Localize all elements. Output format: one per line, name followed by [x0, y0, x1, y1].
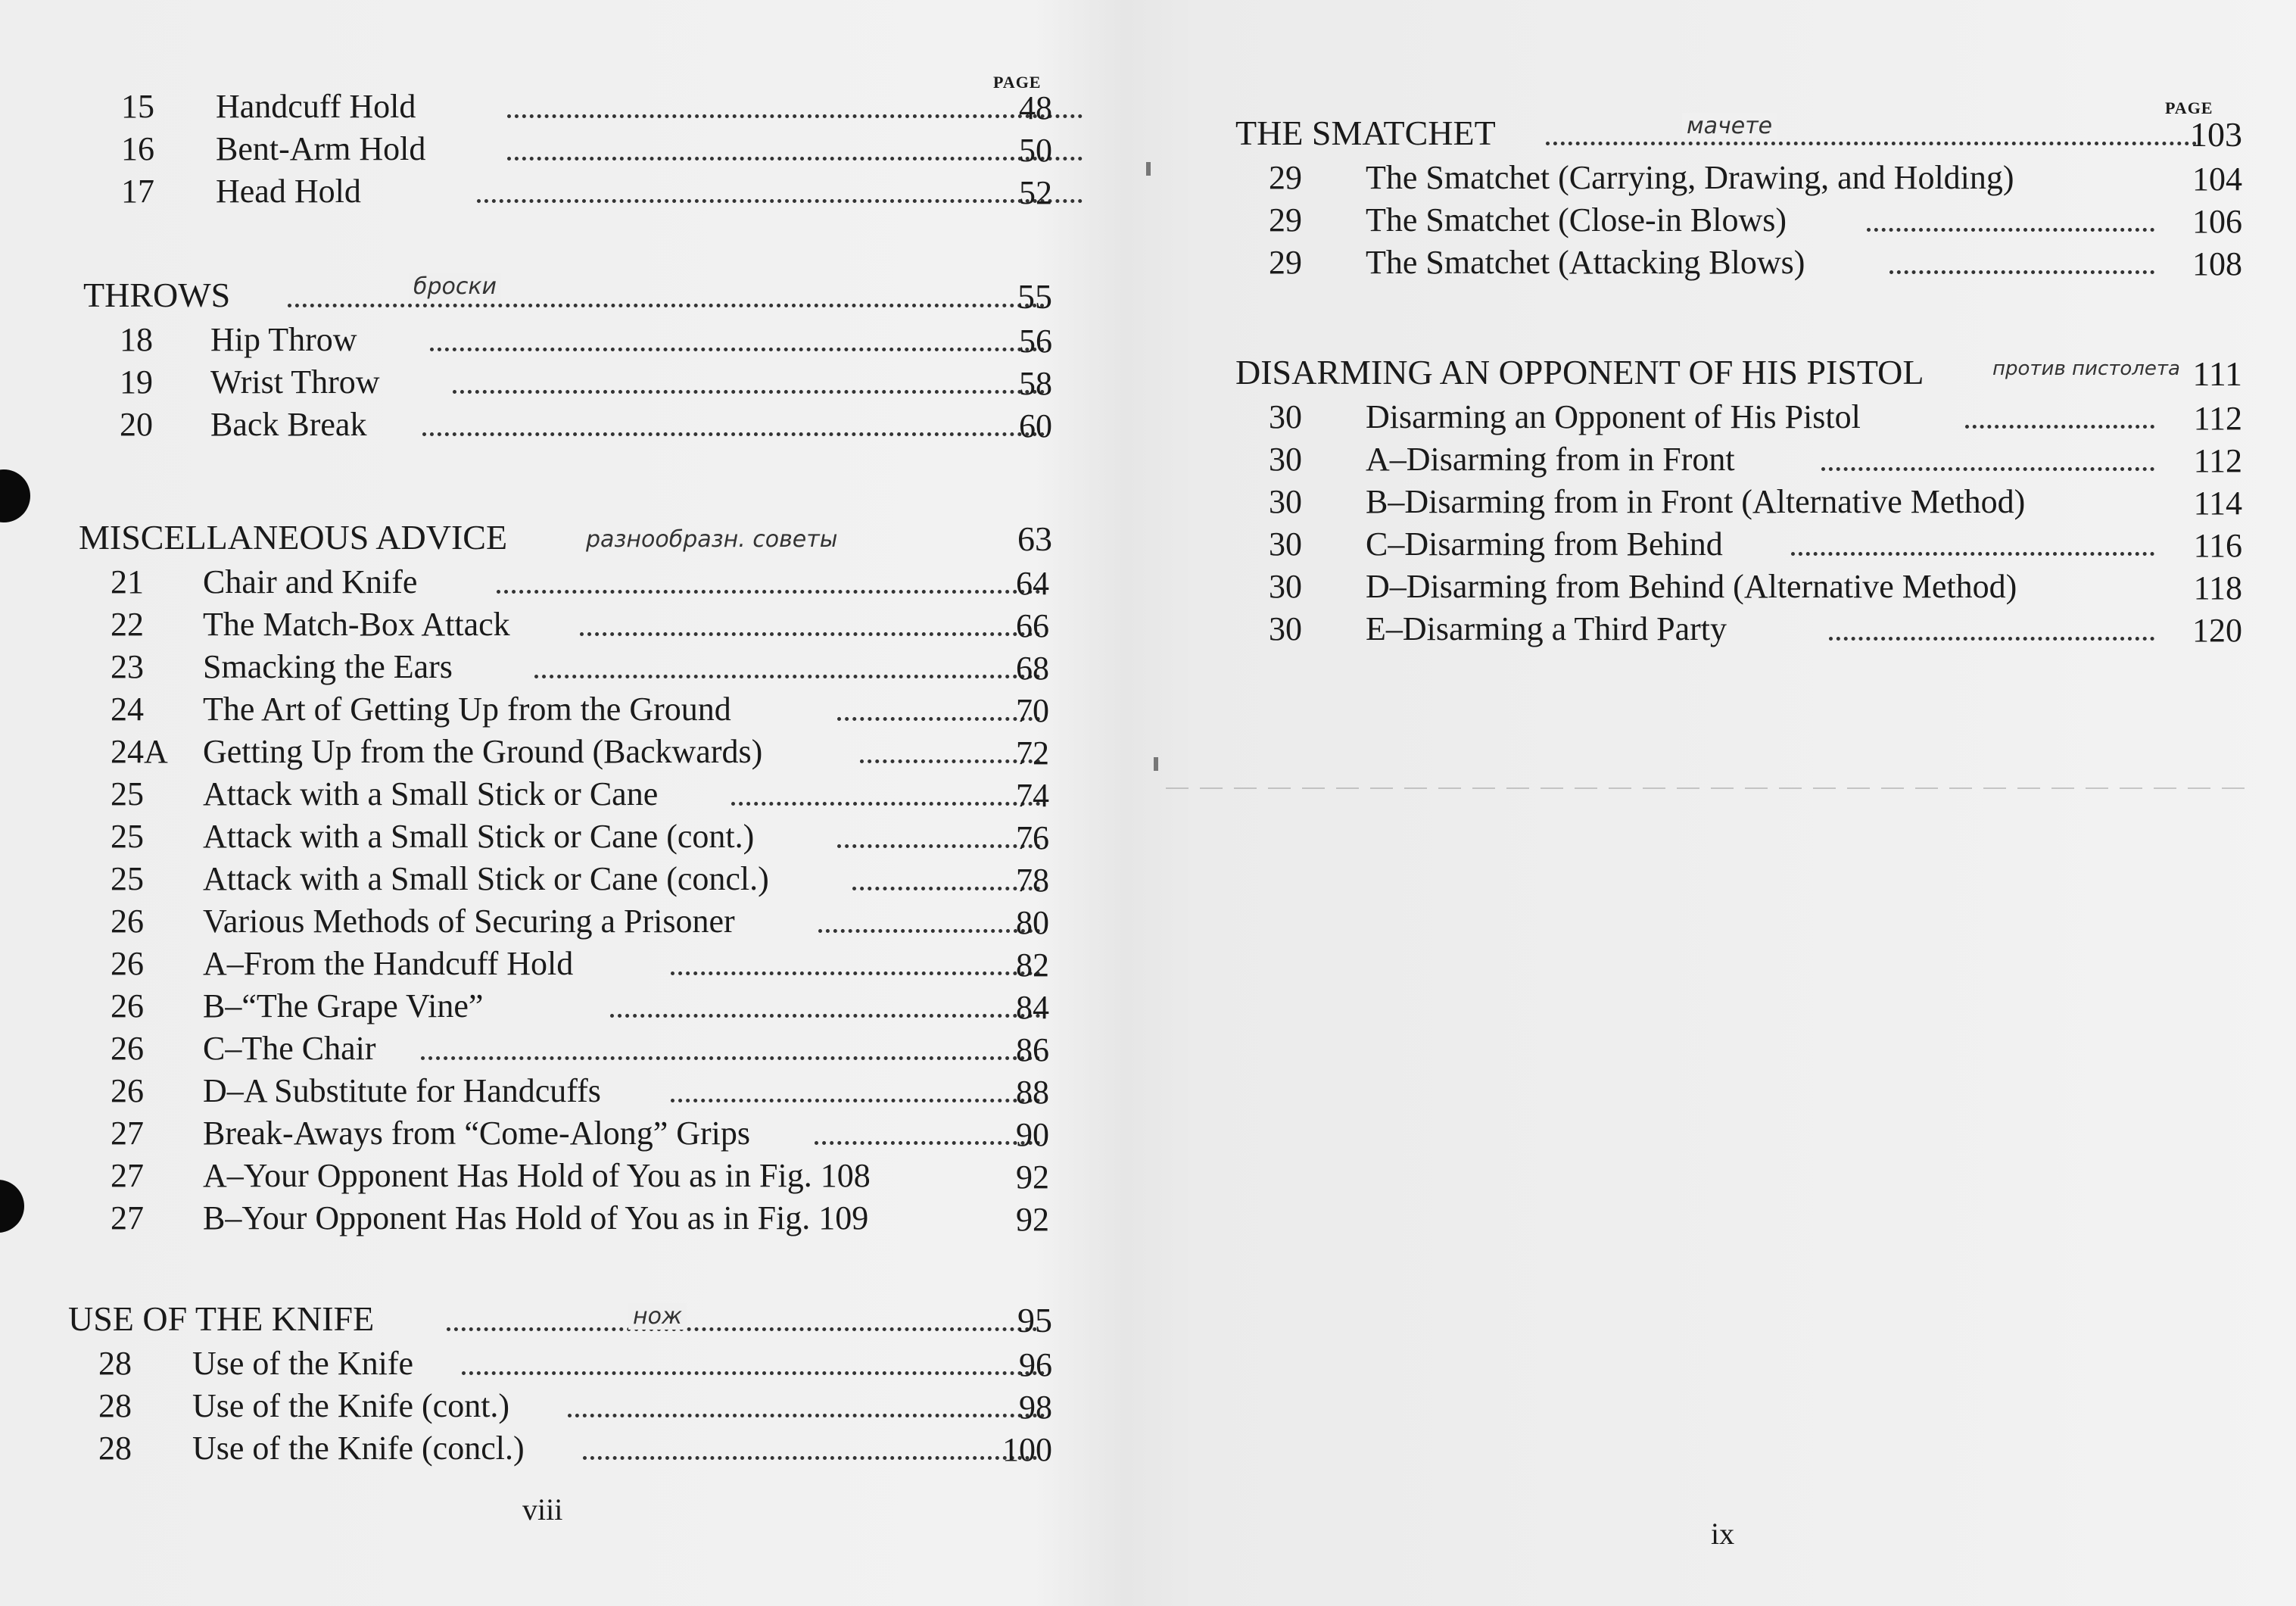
- row-page: 82: [1016, 946, 1049, 984]
- row-title: Getting Up from the Ground (Backwards): [203, 733, 763, 770]
- section-misc-advice: [79, 515, 1052, 1242]
- row-title: The Smatchet (Close-in Blows): [1366, 201, 1787, 239]
- toc-row: [98, 1387, 1052, 1430]
- dot-leader: [671, 971, 1040, 975]
- row-title: Break-Aways from “Come-Along” Grips: [203, 1115, 750, 1152]
- dot-leader: [288, 304, 1045, 307]
- row-title: Head Hold: [216, 173, 361, 210]
- row-title: Attack with a Small Stick or Cane (concl.): [203, 860, 769, 897]
- row-number: 26: [111, 945, 144, 982]
- dot-leader: [610, 1014, 1040, 1018]
- row-page: 74: [1016, 777, 1049, 814]
- advice-list: [79, 563, 1052, 1242]
- dot-leader: [447, 1327, 1037, 1331]
- row-number: 25: [111, 818, 144, 855]
- toc-row: [111, 860, 1052, 903]
- row-number: 28: [98, 1345, 132, 1382]
- dot-leader: [671, 1099, 1040, 1102]
- row-title: B–“The Grape Vine”: [203, 987, 484, 1024]
- scan-mark: [1146, 162, 1151, 176]
- toc-row: [1269, 244, 2242, 286]
- row-page: 92: [1016, 1201, 1049, 1238]
- toc-row: [121, 88, 1052, 130]
- row-title: D–Disarming from Behind (Alternative Method): [1366, 568, 2017, 605]
- handwritten-note: броски: [409, 273, 501, 300]
- row-number: 20: [120, 406, 153, 443]
- section-title: USE OF THE KNIFE: [68, 1299, 375, 1338]
- toc-row: [111, 903, 1052, 945]
- row-title: Various Methods of Securing a Prisoner: [203, 903, 735, 940]
- row-number: 29: [1269, 201, 1302, 239]
- toc-row: [98, 1430, 1052, 1472]
- row-title: Attack with a Small Stick or Cane: [203, 775, 659, 812]
- row-number: 28: [98, 1430, 132, 1467]
- row-title: Bent-Arm Hold: [216, 130, 426, 167]
- toc-row: [1269, 441, 2242, 483]
- scan-fold-line: [1166, 787, 2256, 789]
- row-page: 58: [1019, 365, 1052, 402]
- section-page: 63: [1017, 519, 1052, 558]
- toc-row: [1269, 525, 2242, 568]
- row-page: 100: [1002, 1431, 1052, 1468]
- row-title: A–From the Handcuff Hold: [203, 945, 574, 982]
- row-number: 30: [1269, 483, 1302, 520]
- toc-row: [1269, 568, 2242, 610]
- section-page: 55: [1017, 277, 1052, 316]
- row-number: 18: [120, 321, 153, 358]
- section-heading: [1235, 111, 2242, 159]
- row-page: 80: [1016, 904, 1049, 941]
- section-page: 103: [2190, 115, 2242, 154]
- dot-leader: [1867, 228, 2154, 232]
- toc-row: [111, 1115, 1052, 1157]
- row-title: Attack with a Small Stick or Cane (cont.): [203, 818, 755, 855]
- row-title: The Smatchet (Carrying, Drawing, and Holding): [1366, 159, 2014, 196]
- page-number: viii: [522, 1492, 563, 1526]
- row-number: 25: [111, 775, 144, 812]
- dot-leader: [534, 675, 1040, 678]
- row-number: 28: [98, 1387, 132, 1424]
- dot-leader: [421, 1056, 1040, 1060]
- row-number: 16: [121, 130, 154, 167]
- section-disarming: [1235, 350, 2242, 653]
- page-column-label: PAGE: [993, 73, 1042, 92]
- toc-row: [111, 606, 1052, 648]
- row-page: 116: [2193, 527, 2242, 564]
- row-number: 17: [121, 173, 154, 210]
- toc-row: [111, 1030, 1052, 1072]
- row-page: 76: [1016, 819, 1049, 856]
- toc-row: [1269, 610, 2242, 653]
- toc-row: [111, 733, 1052, 775]
- section-page: 111: [2192, 354, 2242, 393]
- section-use-of-knife: [68, 1296, 1052, 1472]
- toc-row: [120, 363, 1052, 406]
- toc-continuation: [121, 88, 1052, 215]
- row-title: Hip Throw: [210, 321, 357, 358]
- row-title: D–A Substitute for Handcuffs: [203, 1072, 601, 1109]
- row-title: B–Disarming from in Front (Alternative Method): [1366, 483, 2026, 520]
- row-number: 19: [120, 363, 153, 401]
- dot-leader: [1889, 270, 2154, 274]
- section-heading: [83, 273, 1052, 321]
- row-title: Use of the Knife (cont.): [192, 1387, 510, 1424]
- row-number: 30: [1269, 610, 1302, 647]
- row-title: Use of the Knife (concl.): [192, 1430, 525, 1467]
- section-smatchet: [1235, 111, 2242, 286]
- dot-leader: [453, 390, 1045, 394]
- section-heading: [79, 515, 1052, 563]
- row-number: 30: [1269, 398, 1302, 435]
- row-number: 26: [111, 987, 144, 1024]
- row-title: Wrist Throw: [210, 363, 380, 401]
- section-title: DISARMING AN OPPONENT OF HIS PISTOL: [1235, 353, 1924, 391]
- toc-row: [111, 691, 1052, 733]
- toc-row: [121, 173, 1052, 215]
- row-page: 86: [1016, 1031, 1049, 1068]
- dot-leader: [1546, 142, 2197, 145]
- row-page: 78: [1016, 862, 1049, 899]
- toc-row: [111, 1072, 1052, 1115]
- row-title: The Art of Getting Up from the Ground: [203, 691, 731, 728]
- toc-row: [111, 648, 1052, 691]
- row-title: Disarming an Opponent of His Pistol: [1366, 398, 1861, 435]
- row-title: A–Your Opponent Has Hold of You as in Fig. 108: [203, 1157, 871, 1194]
- row-number: 24A: [111, 733, 168, 770]
- dot-leader: [580, 632, 1040, 636]
- row-number: 23: [111, 648, 144, 685]
- row-title: Smacking the Ears: [203, 648, 453, 685]
- row-number: 26: [111, 903, 144, 940]
- row-page: 104: [2192, 161, 2242, 198]
- row-number: 24: [111, 691, 144, 728]
- row-page: 106: [2192, 203, 2242, 240]
- row-number: 27: [111, 1199, 144, 1236]
- row-page: 68: [1016, 650, 1049, 687]
- section-heading: [1235, 350, 2242, 398]
- row-page: 48: [1019, 89, 1052, 126]
- toc-row: [111, 775, 1052, 818]
- dot-leader: [462, 1371, 1045, 1375]
- row-page: 112: [2193, 400, 2242, 437]
- section-title: THROWS: [83, 276, 231, 314]
- row-title: The Match-Box Attack: [203, 606, 510, 643]
- row-number: 30: [1269, 441, 1302, 478]
- row-page: 108: [2192, 245, 2242, 282]
- row-title: C–Disarming from Behind: [1366, 525, 1723, 563]
- page-column-label: PAGE: [2165, 98, 2213, 117]
- row-number: 15: [121, 88, 154, 125]
- dot-leader: [583, 1456, 1037, 1460]
- toc-row: [111, 945, 1052, 987]
- row-number: 26: [111, 1072, 144, 1109]
- handwritten-note: мачете: [1682, 113, 1777, 139]
- section-heading: [68, 1296, 1052, 1345]
- row-page: 70: [1016, 692, 1049, 729]
- scan-mark: [1154, 757, 1158, 771]
- row-number: 27: [111, 1157, 144, 1194]
- toc-row: [1269, 483, 2242, 525]
- row-page: 92: [1016, 1159, 1049, 1196]
- left-page: [0, 0, 1136, 1606]
- row-number: 30: [1269, 525, 1302, 563]
- row-page: 112: [2193, 442, 2242, 479]
- section-throws: [83, 273, 1052, 448]
- row-title: C–The Chair: [203, 1030, 376, 1067]
- toc-row: [111, 818, 1052, 860]
- row-page: 88: [1016, 1074, 1049, 1111]
- row-page: 120: [2192, 612, 2242, 649]
- toc-row: [111, 563, 1052, 606]
- toc-row: [111, 1199, 1052, 1242]
- dot-leader: [422, 432, 1045, 436]
- handwritten-note: нож: [628, 1303, 687, 1330]
- row-page: 56: [1019, 323, 1052, 360]
- row-page: 72: [1016, 734, 1049, 772]
- row-number: 27: [111, 1115, 144, 1152]
- dot-leader: [1965, 425, 2154, 429]
- row-number: 30: [1269, 568, 1302, 605]
- row-title: Use of the Knife: [192, 1345, 414, 1382]
- row-number: 29: [1269, 244, 1302, 281]
- row-page: 64: [1016, 565, 1049, 602]
- section-title: MISCELLANEOUS ADVICE: [79, 518, 508, 557]
- row-page: 50: [1019, 132, 1052, 169]
- handwritten-note: разнообразн. советы: [586, 526, 838, 553]
- right-page: [1136, 0, 2296, 1606]
- section-page: 95: [1017, 1301, 1052, 1339]
- dot-leader: [497, 590, 1040, 594]
- row-page: 66: [1016, 607, 1049, 644]
- row-number: 22: [111, 606, 144, 643]
- row-title: Chair and Knife: [203, 563, 418, 600]
- row-page: 96: [1019, 1346, 1052, 1383]
- row-page: 84: [1016, 989, 1049, 1026]
- handwritten-note: против пистолета: [1992, 357, 2180, 380]
- row-number: 29: [1269, 159, 1302, 196]
- row-title: E–Disarming a Third Party: [1366, 610, 1727, 647]
- dot-leader: [1791, 552, 2154, 556]
- row-number: 26: [111, 1030, 144, 1067]
- row-number: 25: [111, 860, 144, 897]
- row-page: 98: [1019, 1389, 1052, 1426]
- section-title: THE SMATCHET: [1235, 114, 1496, 152]
- row-number: 21: [111, 563, 144, 600]
- row-page: 60: [1019, 407, 1052, 444]
- row-page: 52: [1019, 174, 1052, 211]
- dot-leader: [430, 348, 1045, 351]
- toc-row: [120, 321, 1052, 363]
- toc-row: [1269, 398, 2242, 441]
- toc-row: [111, 987, 1052, 1030]
- row-page: 90: [1016, 1116, 1049, 1153]
- row-page: 118: [2193, 569, 2242, 607]
- row-page: 114: [2193, 485, 2242, 522]
- row-title: A–Disarming from in Front: [1366, 441, 1735, 478]
- dot-leader: [1821, 467, 2154, 471]
- row-title: The Smatchet (Attacking Blows): [1366, 244, 1805, 281]
- row-title: Handcuff Hold: [216, 88, 416, 125]
- toc-row: [121, 130, 1052, 173]
- dot-leader: [1829, 637, 2154, 641]
- toc-row: [1269, 159, 2242, 201]
- toc-row: [1269, 201, 2242, 244]
- row-title: B–Your Opponent Has Hold of You as in Fig. 109: [203, 1199, 869, 1236]
- toc-row: [120, 406, 1052, 448]
- row-title: Back Break: [210, 406, 367, 443]
- dot-leader: [568, 1414, 1045, 1417]
- page-number: ix: [1711, 1517, 1735, 1551]
- toc-row: [98, 1345, 1052, 1387]
- toc-row: [111, 1157, 1052, 1199]
